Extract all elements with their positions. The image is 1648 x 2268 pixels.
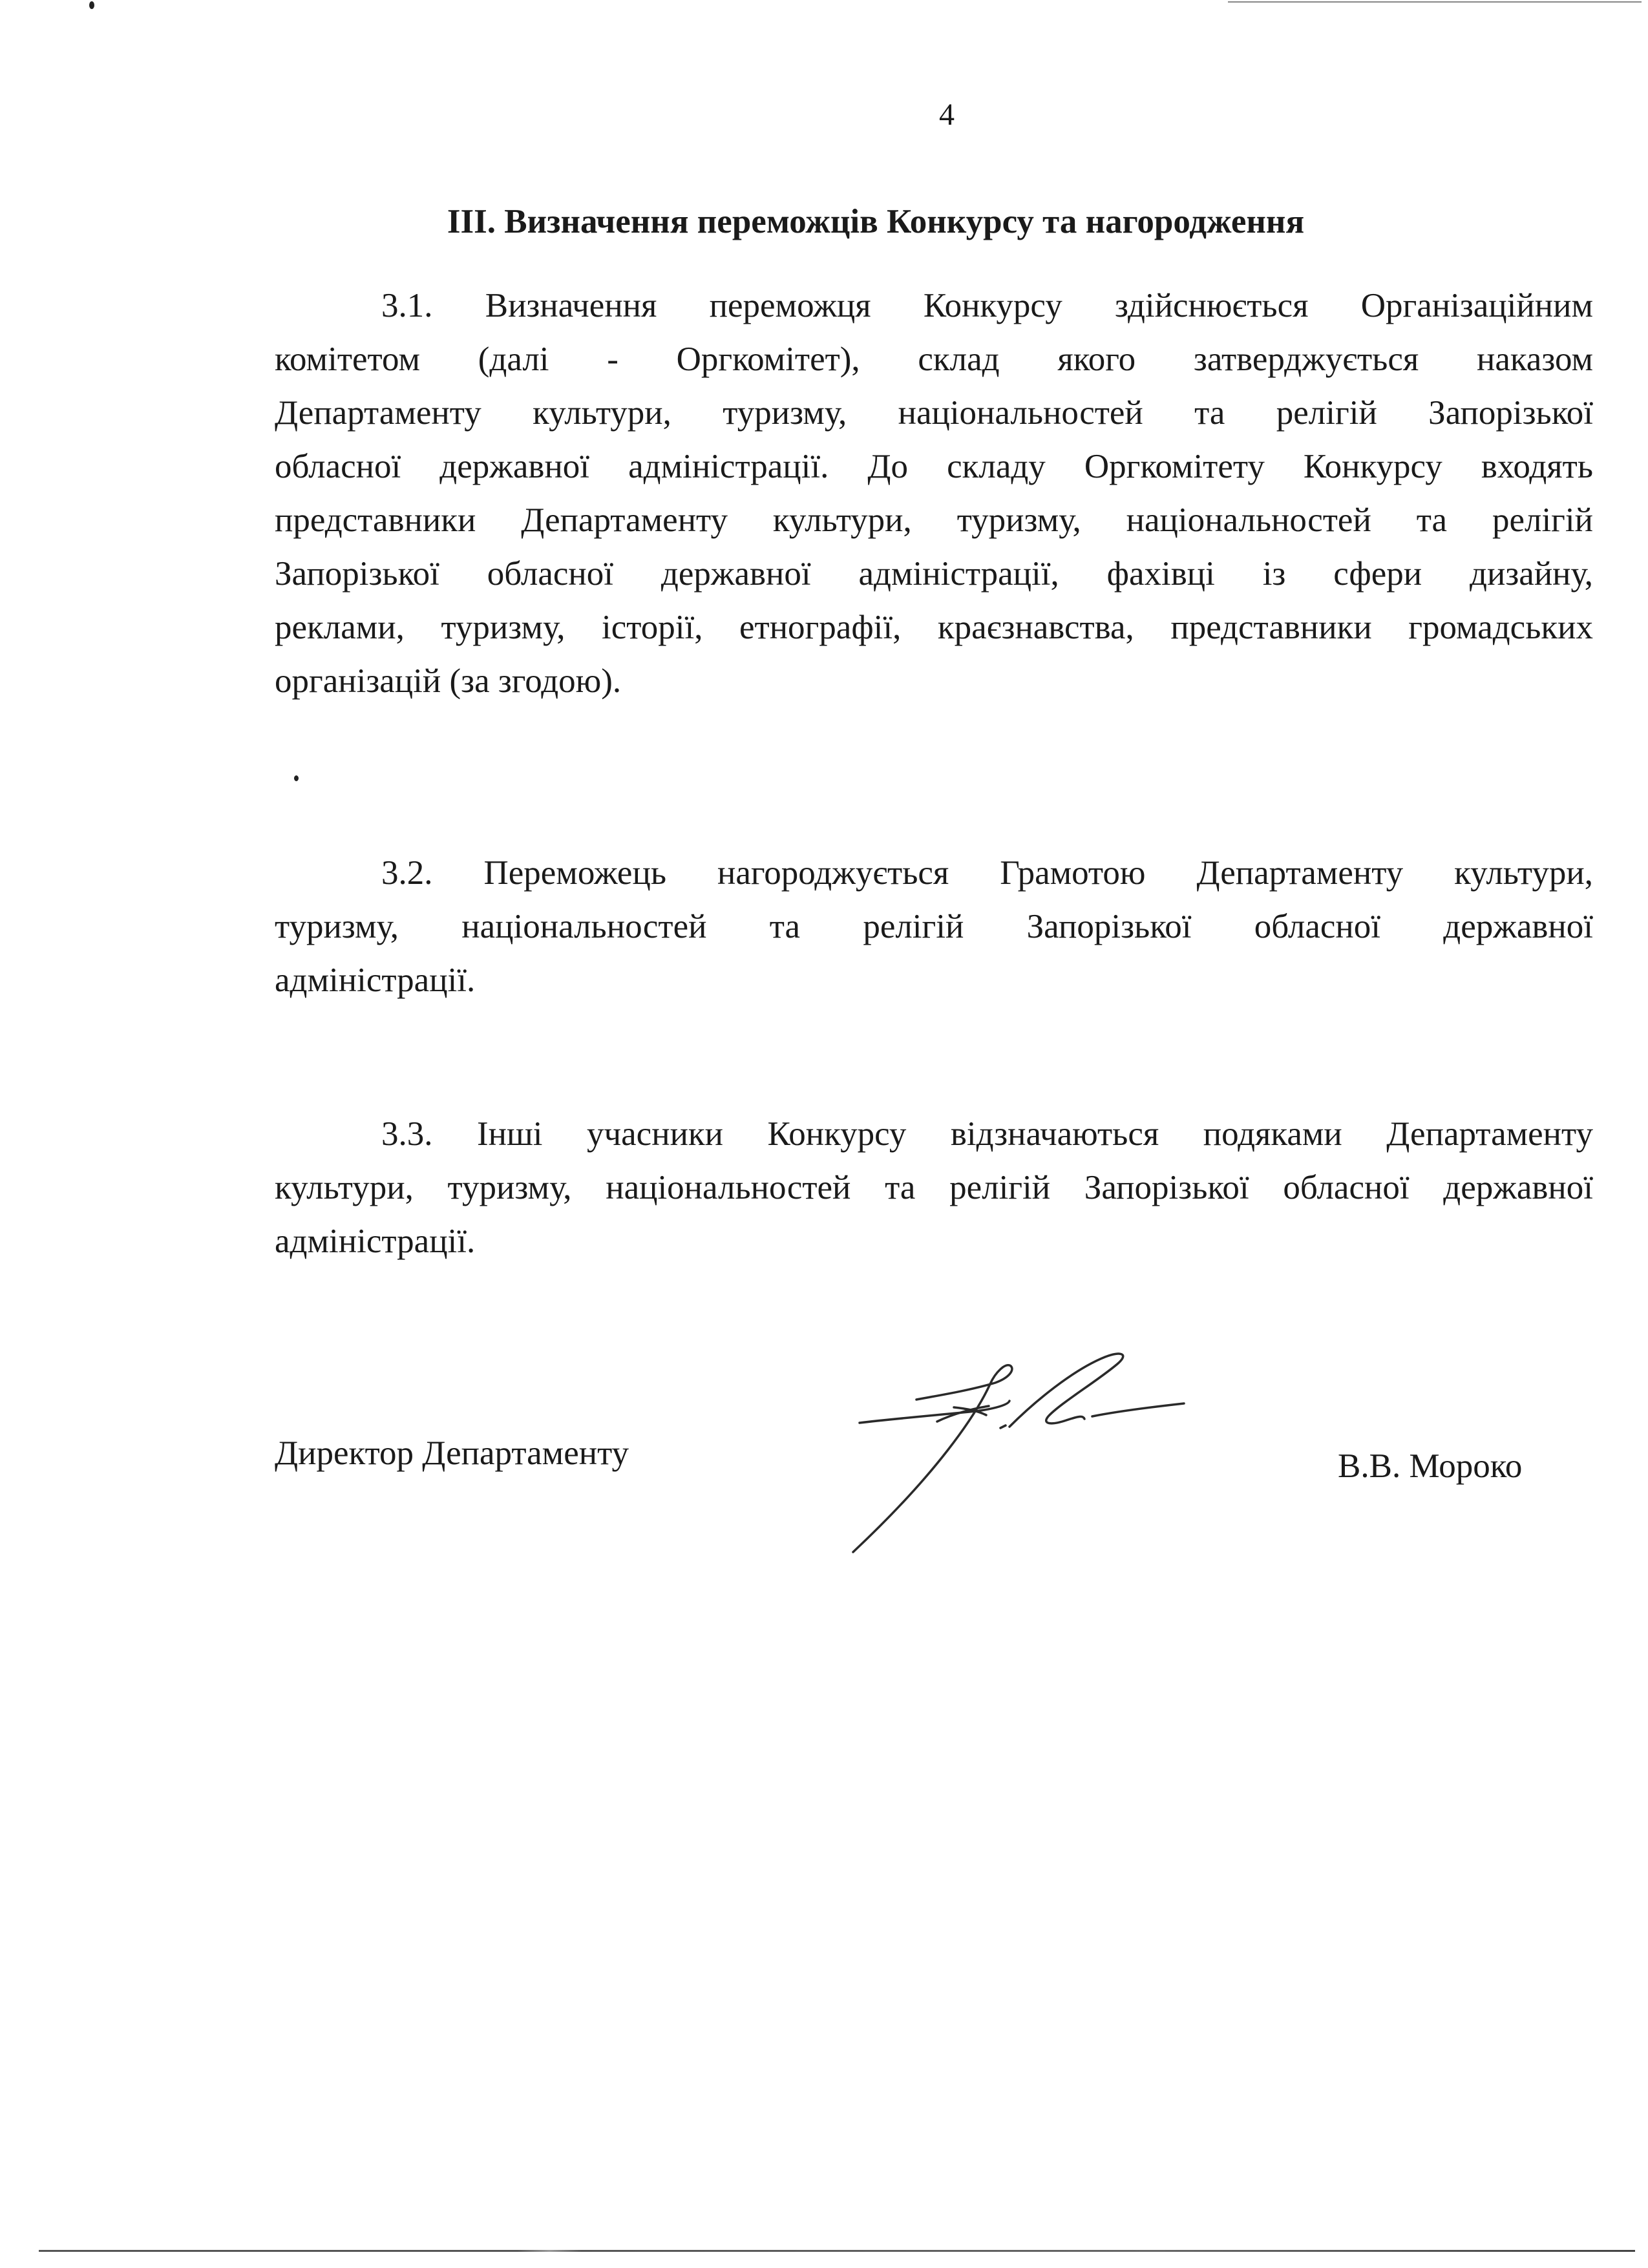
paragraph-line: туризму, національностей та релігій Запорізької обласної державної [275,908,1593,945]
paragraph-line: Департаменту культури, туризму, національностей та релігій Запорізької [275,394,1593,432]
scan-edge-top [1228,1,1642,3]
scan-edge-bottom [39,2250,1635,2252]
paragraph-line: комітетом (далі - Оргкомітет), склад якого затверджується наказом [275,341,1593,378]
paragraph-line: представники Департаменту культури, туризму, національностей та релігій [275,501,1593,539]
paragraph-line: культури, туризму, національностей та релігій Запорізької обласної державної [275,1169,1593,1206]
paragraph-line: Запорізької обласної державної адміністрації, фахівці із сфери дизайну, [275,555,1593,593]
paragraph-3-3 [275,1108,1593,1268]
handwritten-signature [840,1344,1202,1557]
scan-speck [89,1,94,9]
scan-speck [294,775,299,781]
paragraph-line: адміністрації. [275,1223,476,1260]
paragraph-3-2 [275,846,1593,1007]
paragraph-line: обласної державної адміністрації. До складу Оргкомітету Конкурсу входять [275,448,1593,485]
paragraph-line: 3.2. Переможець нагороджується Грамотою Департаменту культури, [381,854,1593,892]
paragraph-line: 3.3. Інші учасники Конкурсу відзначаються подяками Департаменту [381,1115,1593,1153]
signatory-role: Директор Департаменту [275,1434,629,1472]
signatory-name: В.В. Мороко [1338,1447,1523,1485]
paragraph-3-1 [275,279,1593,708]
paragraph-line: реклами, туризму, історії, етнографії, краєзнавства, представники громадських [275,609,1593,646]
paragraph-line: адміністрації. [275,961,476,999]
paragraph-line: організацій (за згодою). [275,662,622,700]
paragraph-line: 3.1. Визначення переможця Конкурсу здійснюється Організаційним [381,287,1593,324]
section-heading: ІІІ. Визначення переможців Конкурсу та нагородження [447,203,1305,240]
page-number: 4 [939,98,955,132]
